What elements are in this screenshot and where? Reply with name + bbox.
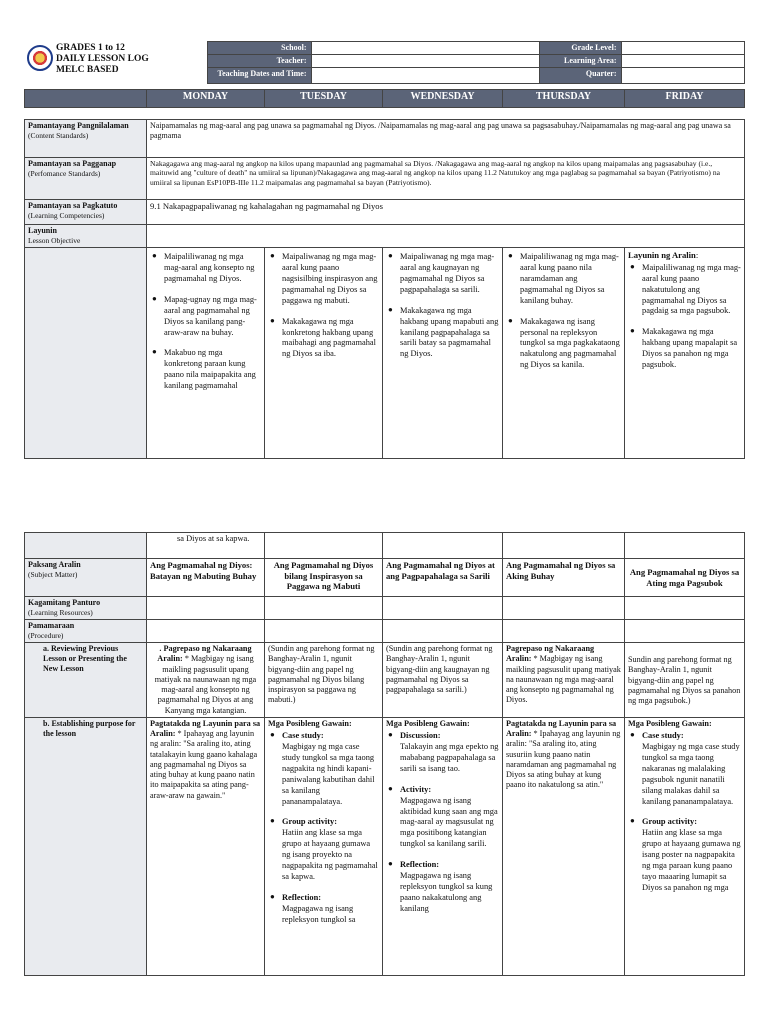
day-thursday: THURSDAY — [503, 90, 625, 108]
row-a-friday: Sundin ang parehong format ng Banghay-Aralin 1, ngunit bigyang-diin ang papel ng pagmamahal ng Diyos sa panahon ng mga pagsubok.) — [625, 643, 745, 718]
grade-level-label: Grade Level: — [539, 42, 621, 55]
tuesday-objectives — [265, 248, 383, 459]
row-b-wednesday-title: Mga Posibleng Gawain: — [386, 718, 470, 728]
school-field[interactable] — [311, 42, 539, 55]
activity-item: ● Group activity: Hatiin ang klase sa mga grupo at hayaang gumawa ng isang proyekto na nagpapakita ng pagmamahal sa kapwa. — [282, 817, 379, 883]
day-header-row — [24, 89, 744, 108]
activity-item: ● Case study: Magbigay ng mga case study tungkol sa mga taong nakaranas ng malalaking pagsubok ngunit nanatili silang malakas dahil sa kanilang pananampalataya. — [642, 731, 741, 807]
day-monday: MONDAY — [147, 90, 265, 108]
day-header-blank — [25, 90, 147, 108]
row-b-wednesday — [383, 717, 503, 975]
objective-item: ● Mapag-ugnay ng mga mag-aaral ang pagmamahal ng Diyos sa kanilang pang-araw-araw na buhay. — [164, 295, 261, 339]
learning-area-label: Learning Area: — [539, 55, 621, 68]
row-a-thursday — [503, 643, 625, 718]
topic-monday: Ang Pagmamahal ng Diyos: Batayan ng Mabuting Buhay — [147, 559, 265, 597]
day-wednesday: WEDNESDAY — [383, 90, 503, 108]
teaching-dates-field[interactable] — [311, 68, 539, 84]
competencies-label: Pamantayan sa Pagkatuto (Learning Competencies) — [25, 200, 147, 225]
teacher-field[interactable] — [311, 55, 539, 68]
objective-label: Layunin Lesson Objective — [25, 225, 147, 248]
lesson-log-table-2 — [24, 532, 744, 976]
row-b-monday — [147, 717, 265, 975]
quarter-field[interactable] — [621, 68, 744, 84]
objective-item: ● Maipaliwanag ng mga mag-aaral ang kaugnayan ng pagmamahal ng Diyos sa pagpapahalaga sa sarili. — [400, 252, 499, 296]
activity-item: ● Case study: Magbigay ng mga case study tungkol sa mga taong nagpakita ng hindi kapani-paniwalang kabutihan dahil sa kanilang pananampalataya. — [282, 731, 379, 807]
row-b-friday — [625, 717, 745, 975]
performance-standards-text: Nakagagawa ang mag-aaral ng angkop na kilos upang mapaunlad ang pagmamahal sa Diyos. /Nakagagawa ang mag-aaral ng angkop na kilos upang maipamalas ang pagsasabuhay (i.e., maituwid ang "culture of death" na umiiral sa lipunan)/Nakagagawa ang mag-aaral ng angkop na kilos upang 11.2 Natutukoy ang mga paglabag sa pagmamahal sa bayan (Patriyotismo) na umiiral sa lipunan EsP10PB-IIIe 11.2 maipamalas ang pagmamahal sa bayan (Patriyotismo). — [147, 158, 745, 200]
row-a-thursday-title: Pagrepaso ng Nakaraang Aralin: — [506, 644, 595, 664]
content-standards-text: Naipamamalas ng mag-aaral ang pag unawa sa pagmamahal ng Diyos. /Naipamamalas ng mag-aaral ang pag unawa sa pagsasabuhay./Naipamamalas ng mag-aaral ang pag unawa sa pagmama — [147, 120, 745, 158]
performance-standards-label: Pamantayan sa Pagganap (Perfomance Standards) — [25, 158, 147, 200]
activity-item: ● Activity: Magpagawa ng isang aktibidad kung saan ang mga mag-aaral ay magsusulat ng mga positibong katangian tungkol sa kanilang sarili. — [400, 785, 499, 851]
objective-label-blank — [25, 248, 147, 459]
row-b-tuesday — [265, 717, 383, 975]
continued-label-blank — [25, 533, 147, 559]
teaching-dates-label: Teaching Dates and Time: — [207, 68, 311, 84]
row-a-thursday-text: * Magbigay ng isang maikling pagsusulit upang matiyak na naunawaan ng mga mag-aaral ang konsepto ng pagmamahal ng Diyos. — [506, 654, 621, 705]
row-b-friday-title: Mga Posibleng Gawain: — [628, 718, 712, 728]
row-b-thursday — [503, 717, 625, 975]
row-b-monday-title: Pagtatakda ng Layunin para sa Aralin: — [150, 718, 261, 738]
row-b-label: b. Establishing purpose for the lesson — [25, 717, 147, 975]
monday-objectives — [147, 248, 265, 459]
friday-objectives — [625, 248, 745, 459]
wednesday-objectives — [383, 248, 503, 459]
topic-wednesday: Ang Pagmamahal ng Diyos at ang Pagpapahalaga sa Sarili — [383, 559, 503, 597]
topic-friday: Ang Pagmamahal ng Diyos sa Ating mga Pagsubok — [625, 559, 745, 597]
lesson-log-table-1 — [24, 119, 744, 459]
activity-item: ● Reflection: Magpagawa ng isang repleksyon tungkol sa — [282, 893, 379, 926]
objective-item: ● Makakagawa ng mga hakbang upang mapabuti ang kanilang pagpapahalaga sa sarili batay sa pagmamahal ng Diyos. — [400, 306, 499, 361]
blank-cell — [383, 620, 503, 643]
blank-cell — [265, 597, 383, 620]
objective-item: ● Maipaliliwanag ng mga mag-aaral kung paano nakatutulong ang pagmamahal ng Diyos sa pagdaig sa mga pagsubok. — [642, 263, 741, 318]
content-standards-label: Pamantayang Pangnilalaman (Content Standards) — [25, 120, 147, 158]
learning-resources-label: Kagamitang Panturo (Learning Resources) — [25, 597, 147, 620]
activity-item: ● Discussion: Talakayin ang mga epekto ng mababang pagpapahalaga sa sarili sa isang tao. — [400, 731, 499, 775]
header-title-melc: MELC BASED — [56, 65, 119, 76]
row-a-monday — [147, 643, 265, 718]
blank-cell — [503, 620, 625, 643]
header-title-dll: DAILY LESSON LOG — [56, 53, 149, 64]
objective-item: ● Makabuo ng mga konkretong paraan kung paano nila maipapakita ang kanilang pagmamahal — [164, 348, 261, 392]
day-friday: FRIDAY — [625, 90, 745, 108]
objective-blank — [147, 225, 745, 248]
topic-tuesday: Ang Pagmamahal ng Diyos bilang Inspirasyon sa Paggawa ng Mabuti — [265, 559, 383, 597]
teacher-label: Teacher: — [207, 55, 311, 68]
blank-cell — [147, 597, 265, 620]
dll-header — [24, 41, 744, 84]
blank-cell — [625, 533, 745, 559]
competencies-text: 9.1 Nakapagpapaliwanag ng kahalagahan ng pagmamahal ng Diyos — [147, 200, 745, 225]
header-title-grades: GRADES 1 to 12 — [56, 42, 125, 53]
deped-seal-icon — [27, 45, 53, 71]
quarter-label: Quarter: — [539, 68, 621, 84]
subject-matter-label: Paksang Aralin (Subject Matter) — [25, 559, 147, 597]
grade-level-field[interactable] — [621, 42, 744, 55]
procedure-label: Pamamaraan (Procedure) — [25, 620, 147, 643]
row-b-thursday-text: * Ipahayag ang layunin ng aralin: "Sa araling ito, ating susuriin kung paano natin naramdaman ang pagmamahal ng Diyos sa ating buhay at kung paano ito nakatulong sa atin." — [506, 729, 621, 790]
day-tuesday: TUESDAY — [265, 90, 383, 108]
objective-item: ● Maipaliliwanag ng mga mag-aaral ang konsepto ng pagmamahal ng Diyos. — [164, 252, 261, 285]
row-a-monday-title: . Pagrepaso ng Nakaraang Aralin: — [157, 644, 252, 664]
objective-item: ● Makakagawa ng mga hakbang upang mapalapit sa Diyos sa panahon ng mga pagsubok. — [642, 327, 741, 371]
friday-objective-title: Layunin ng Aralin: — [628, 250, 699, 260]
blank-cell — [265, 620, 383, 643]
monday-continued-text: sa Diyos at sa kapwa. — [147, 533, 265, 559]
blank-cell — [265, 533, 383, 559]
objective-item: ● Makakagawa ng isang personal na repleksyon tungkol sa mga pagkakataong nakatulong ang pagmamahal ng Diyos sa kanila. — [520, 317, 621, 372]
row-a-tuesday: (Sundin ang parehong format ng Banghay-Aralin 1, ngunit bigyang-diin ang papel ng pagmamahal ng Diyos bilang inspirasyon sa paggawa ng mabuti.) — [265, 643, 383, 718]
objective-item: ● Maipaliliwanag ng mga mag-aaral kung paano nila naramdaman ang pagmamahal ng Diyos sa kanilang buhay. — [520, 252, 621, 307]
topic-thursday: Ang Pagmamahal ng Diyos sa Aking Buhay — [503, 559, 625, 597]
row-b-thursday-title: Pagtatakda ng Layunin para sa Aralin: — [506, 718, 617, 738]
thursday-objectives — [503, 248, 625, 459]
blank-cell — [503, 533, 625, 559]
row-a-wednesday: (Sundin ang parehong format ng Banghay-Aralin 1, ngunit bigyang-diin ang kaugnayan ng pagmamahal ng Diyos sa pagpapahalaga sa sarili.) — [383, 643, 503, 718]
row-a-label: a. Reviewing Previous Lesson or Presenting the New Lesson — [25, 643, 147, 718]
objective-item: ● Makakagawa ng mga konkretong hakbang upang maibahagi ang pagmamahal ng Diyos sa iba. — [282, 317, 379, 361]
objective-item: ● Maipaliwanag ng mga mag-aaral kung paano nagsisilbing inspirasyon ang pagmamahal ng Diyos sa paggawa ng mabuti. — [282, 252, 379, 307]
learning-area-field[interactable] — [621, 55, 744, 68]
blank-cell — [503, 597, 625, 620]
row-b-tuesday-title: Mga Posibleng Gawain: — [268, 718, 352, 728]
blank-cell — [383, 533, 503, 559]
blank-cell — [625, 597, 745, 620]
row-b-monday-text: * Ipahayag ang layunin ng aralin: "Sa araling ito, ating tatalakayin kung gaano kahalaga ang pagmamahal ng Diyos sa ating buhay at kung paano natin ito maipapakita sa ating pang-araw-araw na gawain." — [150, 729, 258, 800]
school-label: School: — [207, 42, 311, 55]
row-a-monday-text: * Magbigay ng isang maikling pagsusulit upang matiyak na naunawaan ng mga mag-aaral ang konsepto ng pagmamahal ng Diyos at ang Kanyang mga katangian. — [154, 654, 257, 715]
blank-cell — [147, 620, 265, 643]
activity-item: ● Group activity: Hatiin ang klase sa mga grupo at hayaang gumawa ng isang poster na nagpapakita ng mga paraan kung paano tayo maaaring lumapit sa Diyos sa panahon ng mga — [642, 817, 741, 893]
blank-cell — [383, 597, 503, 620]
activity-item: ● Reflection: Magpagawa ng isang repleksyon tungkol sa kung paano nakakatulong ang kanilang — [400, 860, 499, 915]
blank-cell — [625, 620, 745, 643]
